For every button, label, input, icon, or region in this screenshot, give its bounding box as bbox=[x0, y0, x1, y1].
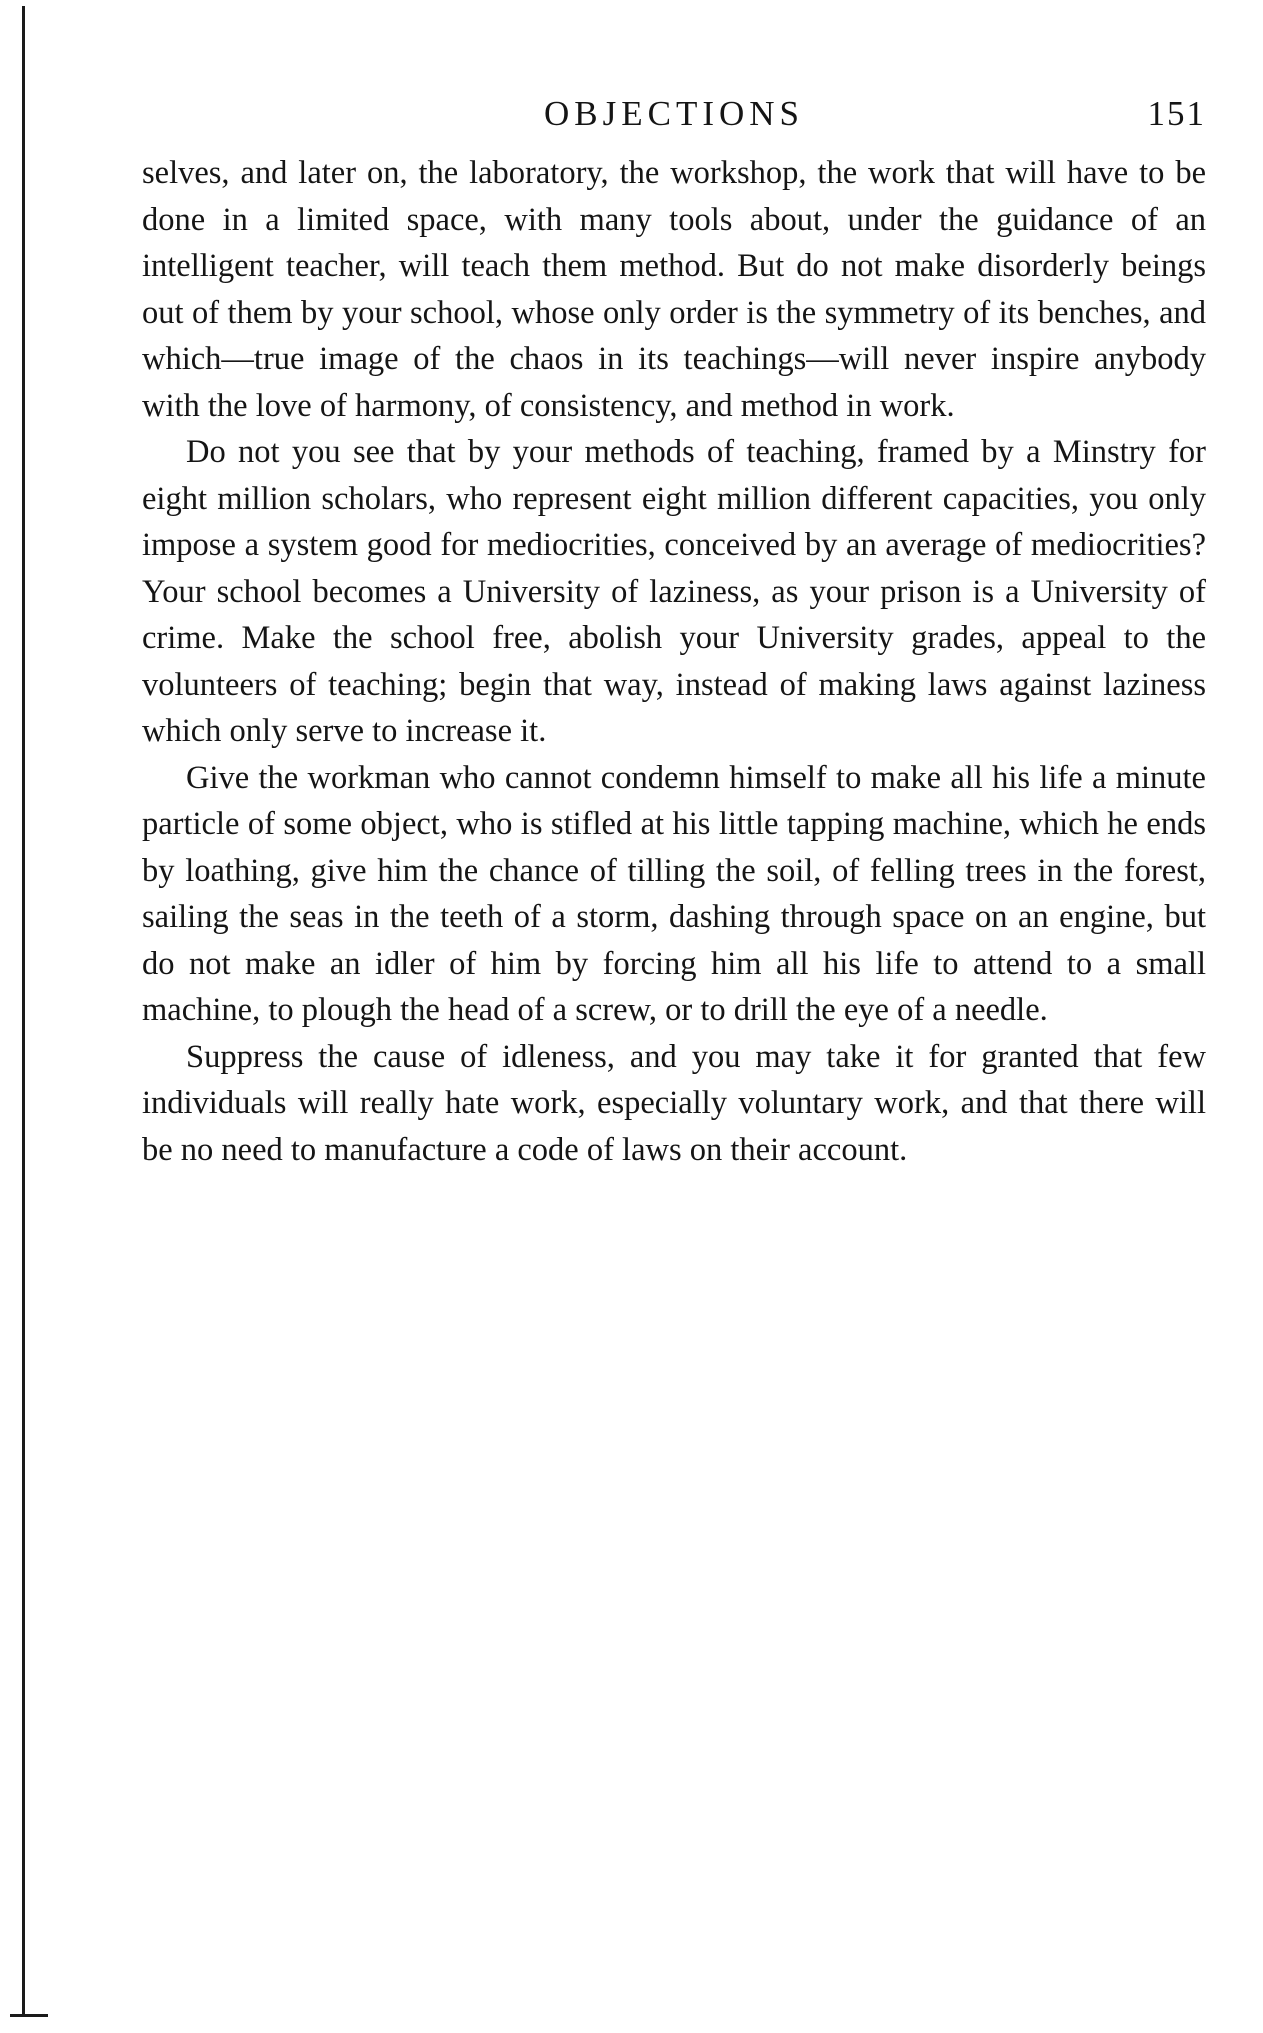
running-head-title: OBJECTIONS bbox=[543, 94, 805, 133]
page-binding-line bbox=[22, 6, 25, 2016]
body-text bbox=[142, 150, 1206, 1173]
book-page bbox=[142, 94, 1206, 1173]
page-binding-foot bbox=[10, 2014, 48, 2017]
page-number: 151 bbox=[1147, 94, 1206, 133]
paragraph-4: Suppress the cause of idleness, and you may take it for granted that few individuals will really hate work, especially voluntary work, and that there will be no need to manufacture a code of laws on their account. bbox=[142, 1038, 1206, 1168]
paragraph-2: Do not you see that by your methods of teaching, framed by a Minstry for eight million scholars, who represent eight million different capacities, you only impose a system good for mediocrities, conceived by an average of mediocrities? Your school becomes a University of laziness, as your prison is a University of crime. Make the school free, abolish your University grades, appeal to the volunteers of teaching; begin that way, instead of making laws against laziness which only serve to increase it. bbox=[142, 434, 1206, 749]
paragraph-3: Give the workman who cannot condemn himself to make all his life a minute particle of some object, who is stifled at his little tapping machine, which he ends by loathing, give him the chance of tilling the soil, of felling trees in the forest, sailing the seas in the teeth of a storm, dashing through space on an engine, but do not make an idler of him by forcing him all his life to attend to a small machine, to plough the head of a screw, or to drill the eye of a needle. bbox=[142, 759, 1206, 1028]
paragraph-1: selves, and later on, the laboratory, the workshop, the work that will have to be done in a limited space, with many tools about, under the guidance of an intelligent teacher, will teach them method. But do not make disorderly beings out of them by your school, whose only order is the symmetry of its benches, and which—true image of the chaos in its teachings—will never inspire anybody with the love of harmony, of consistency, and method in work. bbox=[142, 155, 1206, 424]
running-head bbox=[142, 94, 1206, 150]
